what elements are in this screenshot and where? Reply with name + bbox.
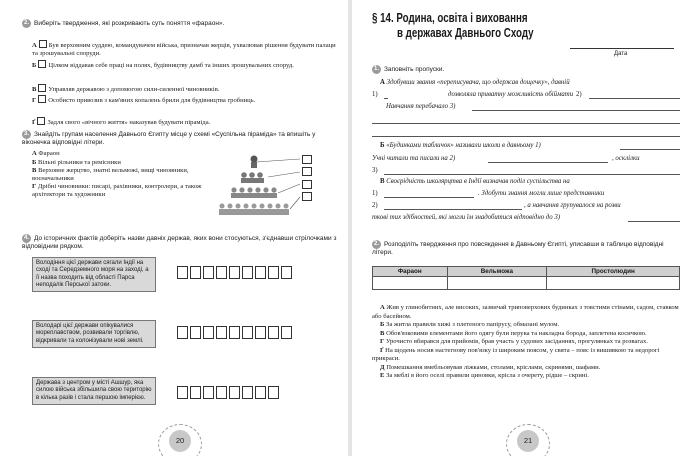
section-title-line-2: в державах Давнього Сходу (396, 26, 534, 40)
fill-b-line-1 (380, 142, 541, 151)
blank-line[interactable] (384, 209, 522, 210)
fact-box-3: Держава з центром у місті Ашшур, яка силою війська збільшила свою територію в кілька разів і стала першою імперією. (32, 377, 156, 405)
group-letter: А (32, 150, 37, 157)
letter-cell[interactable] (268, 326, 279, 339)
letter-cell[interactable] (255, 386, 266, 399)
blank-line[interactable] (589, 98, 680, 99)
statement-h (32, 95, 338, 105)
group-letter: Г (32, 183, 37, 191)
group-text: Верховне жерцтво, знатні вельможі, вищі чиновники, воєначальники (32, 167, 189, 182)
task-2-header (22, 19, 224, 28)
group-letter: Б (32, 158, 37, 166)
blank-line (384, 98, 388, 99)
statement-text: Помешкання вмебльовував ліжками, столами, кріслами, скринями, шафами. (386, 363, 601, 371)
statement-letter: А (32, 42, 37, 49)
task-number-badge: 1. (373, 66, 379, 72)
everyday-life-statements (372, 304, 682, 381)
pyramid-box[interactable] (302, 180, 312, 189)
answer-cell[interactable] (447, 277, 547, 290)
letter-cell[interactable] (203, 386, 214, 399)
fill-v-line-2-pre: 1) (372, 190, 378, 197)
section-title (372, 11, 576, 41)
group-text: Дрібні чиновники: писарі, рахівники, контролери, а також архітектори та художники (32, 183, 202, 199)
statement-b (32, 60, 338, 70)
section-title-line-1: § 14. Родина, освіта і виховання (372, 11, 528, 25)
statement-text: Задля свого «вічного життя» наказував будувати піраміда. (47, 119, 211, 126)
population-groups-list (32, 150, 212, 200)
fill-text: Своєрідність школярцтва в Індії визначав поділ суспільства на (386, 178, 570, 185)
statement-text: Обов'язковими елементами його одягу були перука та накладна борода, заплетена косичкою. (386, 329, 647, 337)
left-page (0, 0, 348, 456)
statement-text: За меблі в його оселі правили циновки, крісла з очерету, рідше – скрині. (386, 372, 589, 379)
statement-text: Був верховним суддею, командувачем війська, призначав жерців, ухвалював рішення будувати палаци та зрошувальні споруди. (32, 42, 336, 58)
letter-cell[interactable] (216, 386, 227, 399)
statement-letter: Б (32, 62, 37, 69)
fill-v-line-1 (380, 178, 570, 187)
letter-cell[interactable] (229, 326, 240, 339)
answer-cells-3 (177, 386, 281, 399)
blank-line[interactable] (384, 174, 680, 175)
paragraph-letter: Б (380, 142, 385, 149)
letter-cell[interactable] (242, 266, 253, 279)
statement-text: Особисто привозив з кам'яних копалень брили для будівництва гробниць. (48, 97, 256, 104)
column-header: Простолюдин (547, 267, 680, 277)
everyday-statement (372, 347, 682, 364)
date-label: Дата (614, 51, 628, 57)
statement-letter: В (380, 329, 385, 337)
answer-checkbox[interactable] (38, 84, 46, 92)
letter-cell[interactable] (229, 386, 240, 399)
everyday-statement (372, 338, 682, 347)
statement-letter: Д (380, 363, 385, 371)
letter-cell[interactable] (242, 386, 253, 399)
letter-cell[interactable] (255, 326, 266, 339)
statement-letter: Ґ (380, 346, 384, 354)
letter-cell[interactable] (242, 326, 253, 339)
task-number-badge: 2. (23, 20, 29, 26)
letter-cell[interactable] (255, 266, 266, 279)
group-letter: В (32, 167, 37, 174)
statement-letter: Е (380, 372, 385, 379)
letter-cell[interactable] (281, 266, 292, 279)
task-2-right-title: Розподіліть твердження про повсякдення в Давньому Єгипті, уписавши в таблицю відповідні літери. (372, 241, 664, 257)
letter-cell[interactable] (190, 326, 201, 339)
statement-letter: Г (380, 338, 385, 345)
blank-line[interactable] (620, 149, 680, 150)
blank-line[interactable] (488, 162, 608, 163)
statement-letter: А (380, 304, 385, 311)
group-item (32, 159, 212, 167)
letter-cell[interactable] (203, 266, 214, 279)
fill-v-line-4: ткові тих здібностей, які могли їм знадобитися відповідно до 3) (372, 214, 561, 221)
letter-cell[interactable] (268, 386, 279, 399)
column-header: Вельможа (447, 267, 547, 277)
task-4-header (22, 234, 338, 251)
statement-text: Цілком віддавав себе праці на полях, будівництву дамб та інших зрошувальних споруд. (48, 62, 294, 69)
answer-checkbox[interactable] (38, 95, 46, 103)
task-1-header (372, 65, 444, 74)
pyramid-answer-boxes (302, 155, 312, 204)
letter-cell[interactable] (190, 266, 201, 279)
fill-a-line-2-pre: 1) (372, 91, 378, 98)
fill-a-line-1 (380, 79, 570, 88)
answer-checkbox[interactable] (37, 117, 45, 125)
statement-text: На щодень носив настегнову пов'язку із широким поясом, у свята – пояс із вишивкою та недорогі прикраси. (372, 346, 660, 362)
everyday-statement (372, 364, 682, 373)
letter-cell[interactable] (229, 266, 240, 279)
group-item (32, 167, 212, 183)
answer-cell[interactable] (373, 277, 448, 290)
everyday-statement (372, 372, 682, 381)
pyramid-box[interactable] (302, 167, 312, 176)
statement-letter: Г (32, 97, 37, 104)
answer-cell[interactable] (547, 277, 680, 290)
statement-text: Жив у глинобитних, але високих, зазвичай триповерхових будинках з товстими стінами, садом, ставком або басейном. (372, 304, 679, 320)
everyday-statement (372, 330, 682, 339)
distribution-table (372, 266, 680, 290)
letter-cell[interactable] (177, 386, 188, 399)
group-text: Фараон (38, 150, 60, 157)
answer-cells-2 (177, 326, 294, 339)
fill-a-line-3: Навчання перебачало 3) (386, 103, 456, 110)
letter-cell[interactable] (281, 326, 292, 339)
letter-cell[interactable] (177, 266, 188, 279)
task-number-badge: 4. (23, 235, 29, 241)
fill-b-line-2-pre: Учні читали та писали на 2) (372, 155, 456, 162)
statement-letter: Ґ (32, 119, 36, 126)
letter-cell[interactable] (190, 386, 201, 399)
blank-line[interactable] (384, 197, 474, 198)
blank-line[interactable] (372, 136, 680, 137)
statement-a (32, 40, 338, 58)
column-header: Фараон (373, 267, 448, 277)
task-number-badge: 2. (373, 241, 379, 247)
statement-letter: В (32, 86, 37, 93)
fill-v-line-3-pre: 2) (372, 202, 378, 209)
everyday-statement (372, 304, 682, 321)
blank-line[interactable] (472, 110, 680, 111)
page-number: 21 (517, 430, 539, 452)
fact-box-1: Володіння цієї держави сягали Індії на сході та Середземного моря на заході, а її назва походить від області Парса неподалік Перської затоки. (32, 257, 156, 292)
group-item (32, 150, 212, 158)
pyramid-box[interactable] (302, 155, 312, 164)
everyday-statement (372, 321, 682, 330)
letter-cell[interactable] (268, 266, 279, 279)
statement-v (32, 84, 338, 94)
social-pyramid-illustration (216, 153, 316, 223)
group-text: Вільні рільники та ремісники (38, 158, 121, 166)
task-3-title: Знайдіть групам населення Давнього Єгипту місце у схемі «Суспільна піраміда» та впишіть у віконечка відповідні літери. (22, 131, 316, 147)
task-1-title: Заповніть пропуски. (384, 66, 445, 74)
task-4-title: До історичних фактів доберіть назви давніх держав, яких вони стосуються, з'єднавши стрілочками з відповідним рядком. (22, 235, 337, 251)
pyramid-box[interactable] (302, 192, 312, 201)
statement-letter: Б (380, 321, 385, 328)
letter-cell[interactable] (203, 326, 214, 339)
fill-v-line-2-post: . Здобути знання могли лише представники (478, 190, 605, 197)
blank-line[interactable] (372, 123, 680, 124)
fill-text: Здобувши звання «переписувача, що одержав дощечку», давній (386, 79, 570, 86)
statement-text: За житла правили хижі з плетеного папірусу, обмазані мулом. (386, 321, 560, 328)
fill-b-line-2-post: , осклілки (612, 155, 640, 162)
fill-b-line-3: 3) (372, 167, 378, 174)
answer-checkbox[interactable] (39, 40, 47, 48)
group-item (32, 183, 212, 199)
task-2-title: Виберіть твердження, які розкривають суть поняття «фараон». (34, 20, 225, 28)
task-3-header (22, 130, 338, 147)
answer-checkbox[interactable] (38, 60, 46, 68)
fill-a-line-2-post: 2) (576, 91, 582, 98)
paragraph-letter: В (380, 178, 385, 185)
letter-cell[interactable] (216, 326, 227, 339)
letter-cell[interactable] (177, 326, 188, 339)
blank-line[interactable] (628, 221, 680, 222)
statement-text: Урочисто вбирався для прийомів, брав участь у судових засіданнях, прогулянках та розвагах. (385, 338, 648, 345)
page-number: 20 (169, 430, 191, 452)
letter-cell[interactable] (216, 266, 227, 279)
fill-v-line-3-post: , а навчання групувалося на розви (524, 202, 621, 209)
task-2-right-header (372, 240, 682, 257)
fill-a-extra: дозволяла приватну можливість обіймати (448, 91, 574, 98)
fact-box-2: Володарі цієї держави опікувалися мореплавством, розвивали торгівлю, відкривали та колонізували нові землі. (32, 320, 156, 348)
task-number-badge: 3. (23, 131, 29, 137)
statement-text: Управляв державою з допомогою сили-силенної чиновників. (48, 86, 220, 93)
date-field[interactable] (570, 48, 674, 49)
statement-g (32, 117, 338, 127)
answer-cells-1 (177, 266, 294, 279)
fill-text: «Будинками табличок» називали школи в давньому 1) (386, 142, 541, 149)
paragraph-letter: А (380, 79, 385, 86)
